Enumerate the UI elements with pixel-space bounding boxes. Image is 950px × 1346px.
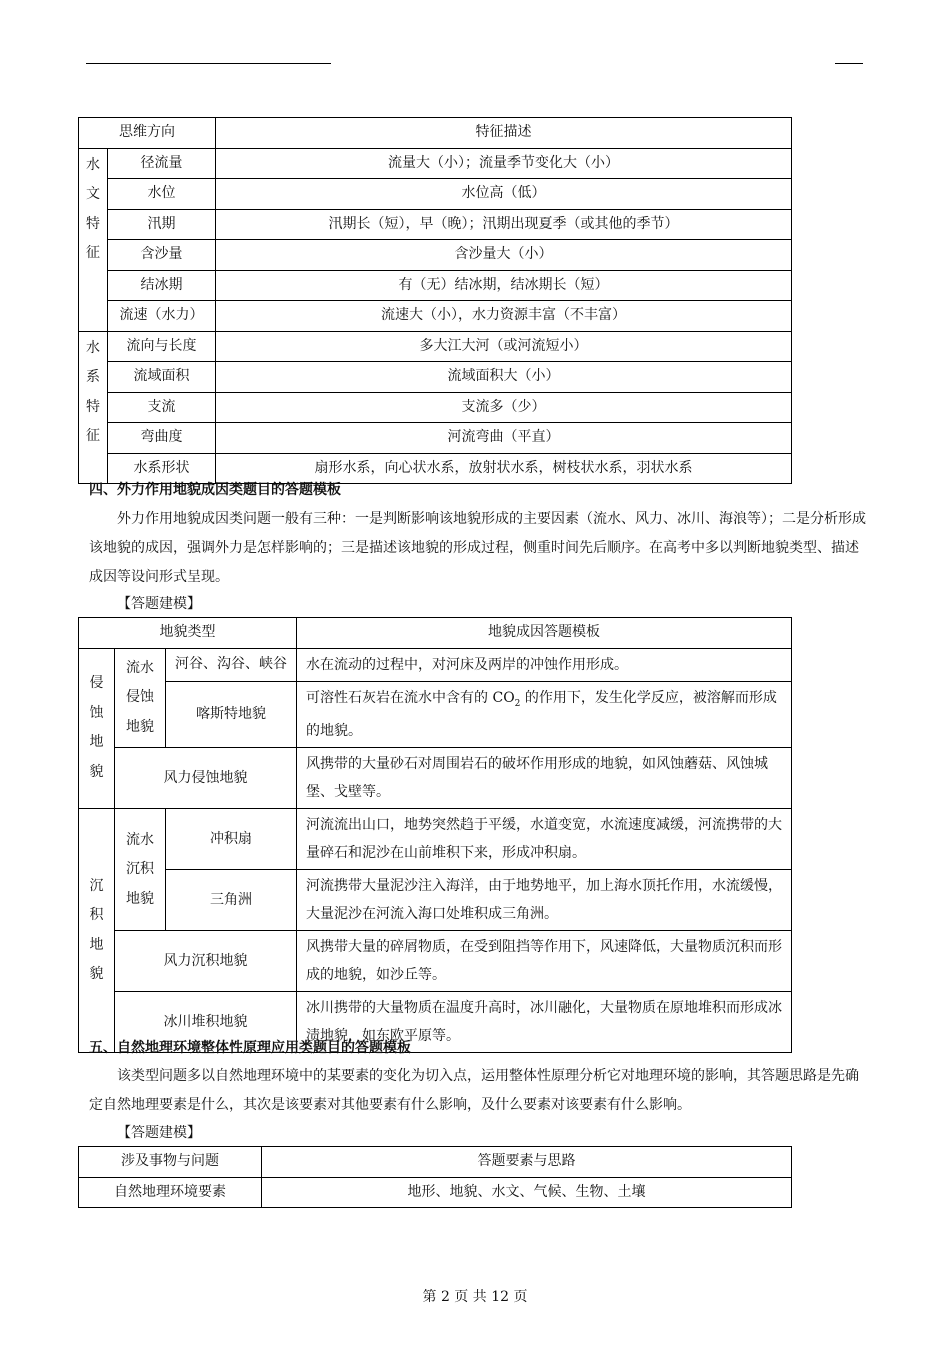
feature-name: 含沙量: [108, 240, 216, 271]
landform-desc: 河流流出山口，地势突然趋于平缓，水道变宽，水流速度减缓，河流携带的大量碎石和泥沙在山前堆积下来，形成冲积扇。: [297, 809, 792, 870]
landform-type: 风力侵蚀地貌: [115, 748, 297, 809]
landform-type: 冰川堆积地貌: [115, 992, 297, 1053]
table-row: [79, 1177, 792, 1208]
feature-desc: 有（无）结冰期，结冰期长（短）: [216, 270, 792, 301]
section-5-model-label: 【答题建模】: [117, 1125, 201, 1141]
integrity-table: [78, 1146, 792, 1208]
landform-type: 三角洲: [166, 870, 297, 931]
feature-name: 流域面积: [108, 362, 216, 393]
table-row: [79, 209, 792, 240]
table-cell: 地形、地貌、水文、气候、生物、土壤: [262, 1177, 792, 1208]
feature-desc: 流域面积大（小）: [216, 362, 792, 393]
section-5-paragraph: 该类型问题多以自然地理环境中的某要素的变化为切入点，运用整体性原理分析它对地理环境的影响，其答题思路是先确定自然地理要素是什么，其次是该要素对其他要素有什么影响，及什么要素对该要素有什么影响。: [89, 1068, 859, 1113]
table-header-cell: 答题要素与思路: [262, 1147, 792, 1178]
hydrology-table: [78, 117, 792, 484]
table-header-cell: 特征描述: [216, 118, 792, 149]
landform-desc: 水在流动的过程中，对河床及两岸的冲蚀作用形成。: [297, 648, 792, 681]
feature-name: 水位: [108, 179, 216, 210]
feature-name: 径流量: [108, 148, 216, 179]
feature-desc: 扇形水系，向心状水系，放射状水系，树枝状水系，羽状水系: [216, 453, 792, 484]
section-4-paragraph: 外力作用地貌成因类问题一般有三种：一是判断影响该地貌形成的主要因素（流水、风力、冰川、海浪等）；二是分析形成该地貌的成因，强调外力是怎样影响的；三是描述该地貌的形成过程，侧重时间先后顺序。在高考中多以判断地貌类型、描述成因等设问形式呈现。: [89, 511, 866, 585]
table-row: [79, 240, 792, 271]
feature-desc: 河流弯曲（平直）: [216, 423, 792, 454]
table-row: [79, 118, 792, 149]
landform-desc: 风携带的大量砂石对周围岩石的破坏作用形成的地貌，如风蚀蘑菇、风蚀城堡、戈壁等。: [297, 748, 792, 809]
feature-desc: 汛期长（短），早（晚）；汛期出现夏季（或其他的季节）: [216, 209, 792, 240]
landform-type: 喀斯特地貌: [166, 681, 297, 748]
feature-desc: 流速大（小），水力资源丰富（不丰富）: [216, 301, 792, 332]
table-row: [79, 270, 792, 301]
table-row: [79, 681, 792, 748]
table-header-cell: 涉及事物与问题: [79, 1147, 262, 1178]
landform-type: 河谷、沟谷、峡谷: [166, 648, 297, 681]
table-header-cell: 地貌成因答题模板: [297, 618, 792, 649]
feature-name: 流速（水力）: [108, 301, 216, 332]
table-row: [79, 148, 792, 179]
table-header-cell: 思维方向: [79, 118, 216, 149]
landform-type: 冲积扇: [166, 809, 297, 870]
feature-name: 汛期: [108, 209, 216, 240]
table-row: [79, 618, 792, 649]
group-label-erosion: 侵 蚀 地 貌: [79, 648, 115, 809]
table-row: [79, 423, 792, 454]
header-rule-left: [86, 63, 331, 64]
table-row: [79, 392, 792, 423]
feature-desc: 水位高（低）: [216, 179, 792, 210]
group-label-river-system: 水 系 特 征: [79, 331, 108, 484]
feature-name: 支流: [108, 392, 216, 423]
table-row: [79, 931, 792, 992]
header-rule-right: [835, 63, 863, 64]
table-row: [79, 331, 792, 362]
landform-desc: 河流携带大量泥沙注入海洋，由于地势地平，加上海水顶托作用，水流缓慢，大量泥沙在河流入海口处堆积成三角洲。: [297, 870, 792, 931]
table-header-cell: 地貌类型: [79, 618, 297, 649]
feature-desc: 含沙量大（小）: [216, 240, 792, 271]
page-number: 第 2 页 共 12 页: [422, 1289, 528, 1305]
table-row: [79, 362, 792, 393]
feature-name: 结冰期: [108, 270, 216, 301]
landform-desc: 风携带大量的碎屑物质，在受到阻挡等作用下，风速降低，大量物质沉积而形成的地貌，如沙丘等。: [297, 931, 792, 992]
section-5-title: 五、自然地理环境整体性原理应用类题目的答题模板: [89, 1040, 411, 1056]
section-4-model-label: 【答题建模】: [117, 596, 201, 612]
feature-desc: 多大江大河（或河流短小）: [216, 331, 792, 362]
feature-desc: 支流多（少）: [216, 392, 792, 423]
table-row: [79, 179, 792, 210]
landform-desc: 可溶性石灰岩在流水中含有的 $CO_2$ 的作用下，发生化学反应，被溶解而形成的地貌。: [297, 681, 792, 748]
group-label-hydrology: 水 文 特 征: [79, 148, 108, 331]
subgroup-water-erosion: 流水 侵蚀 地貌: [115, 648, 166, 748]
section-4-title: 四、外力作用地貌成因类题目的答题模板: [89, 482, 341, 498]
table-row: [79, 748, 792, 809]
feature-desc: 流量大（小）；流量季节变化大（小）: [216, 148, 792, 179]
subgroup-water-deposition: 流水 沉积 地貌: [115, 809, 166, 931]
feature-name: 弯曲度: [108, 423, 216, 454]
landform-desc: 冰川携带的大量物质在温度升高时，冰川融化，大量物质在原地堆积而形成冰渍地貌，如东欧平原等。: [297, 992, 792, 1053]
landform-type: 风力沉积地貌: [115, 931, 297, 992]
table-row: [79, 301, 792, 332]
table-row: [79, 870, 792, 931]
table-row: [79, 648, 792, 681]
table-cell: 自然地理环境要素: [79, 1177, 262, 1208]
group-label-deposition: 沉 积 地 貌: [79, 809, 115, 1053]
landform-table: [78, 617, 792, 1053]
feature-name: 流向与长度: [108, 331, 216, 362]
feature-name: 水系形状: [108, 453, 216, 484]
table-row: [79, 1147, 792, 1178]
table-row: [79, 809, 792, 870]
